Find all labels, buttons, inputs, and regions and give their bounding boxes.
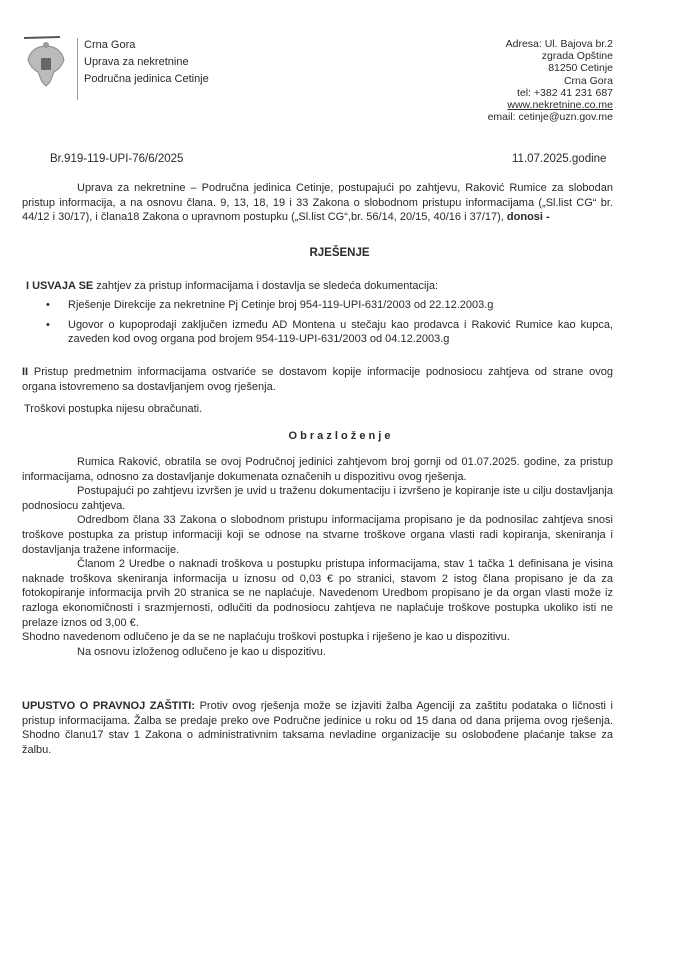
text-line: pristup informacijama. Žalba se predaje preko ove Područne jedinice u roku od 15 dana od dana prijema ovog rješenja. xyxy=(22,714,613,727)
text-line: Rješenje Direkcije za nekretnine Pj Cetinje broj 954-119-UPI-631/2003 od 22.12.2003.g xyxy=(68,299,494,311)
text-line: fotokopiranje informacija prvih 20 stranica se ne naplaćuje. Navedenom Uredbom propisano je da organ vlasti može iz xyxy=(22,587,613,600)
text-line: zaveden kod ovog organa pod brojem 954-119-UPI-631/2003 od 04.12.2003.g xyxy=(68,333,450,346)
bullet-icon: • xyxy=(46,299,50,311)
text-line: Odredbom člana 33 Zakona o slobodnom pristupu informacijama propisano je da podnosilac zahtjeva snosi xyxy=(77,514,613,527)
text-line: Uprava za nekretnine – Područna jedinica Cetinje, postupajući po zahtjevu, Raković Rumice za slobodan xyxy=(77,182,613,194)
text-line xyxy=(22,365,613,380)
bold-text: donosi - xyxy=(506,211,550,224)
country-name: Crna Gora xyxy=(84,39,136,51)
text-line: Ugovor o kupoprodaji zaključen između AD Montena u stečaju kao prodavca i Raković Rumice kao kupca, xyxy=(68,318,613,331)
text-line: žalbu. xyxy=(22,743,52,756)
bold-text: UPUSTVO O PRAVNOJ ZAŠTITI: xyxy=(22,700,196,712)
email: email: cetinje@uzn.gov.me xyxy=(487,111,613,124)
text-span: 44/12 i 30/17), i člana18 Zakona o upravnom postupku („Sl.list CG“,br. 56/14, 20/15, 40/16 i 37/17), xyxy=(22,211,504,224)
address-line: Adresa: Ul. Bajova br.2 xyxy=(505,38,613,50)
document-list xyxy=(46,298,613,347)
text-line: Shodno članu17 stav 1 Zakona o administrativnim taksama nevladine organizacije su oslobođene plaćanje takse za xyxy=(22,729,613,742)
text-line xyxy=(22,699,613,714)
website-link[interactable]: www.nekretnine.co.me xyxy=(507,99,613,112)
explanation-paragraph xyxy=(22,557,613,630)
point-one xyxy=(26,279,438,294)
explanation-paragraph xyxy=(22,645,613,660)
bullet-icon: • xyxy=(46,318,50,331)
unit-name: Područna jedinica Cetinje xyxy=(84,73,209,85)
header-divider xyxy=(77,38,78,100)
point-two xyxy=(22,365,613,394)
text-span: Pristup predmetnim informacijama ostvariće se dostavom kopije informacije podnosiocu zahtjeva od strane ovog xyxy=(28,366,613,378)
explanation-paragraph xyxy=(22,513,613,557)
document-date: 11.07.2025.godine xyxy=(512,153,607,165)
decision-title: RJEŠENJE xyxy=(309,247,370,259)
explanation-paragraph xyxy=(22,455,613,484)
reference-number: Br.919-119-UPI-76/6/2025 xyxy=(50,153,184,165)
list-item xyxy=(46,318,613,347)
address-line: Crna Gora xyxy=(563,74,613,87)
text-span: Protiv ovog rješenja može se izjaviti žalba Agenciji za zaštitu podataka o ličnosti i xyxy=(195,700,613,712)
institution-header xyxy=(84,37,209,88)
explanation-body xyxy=(22,455,613,659)
explanation-paragraph xyxy=(22,484,613,513)
intro-paragraph xyxy=(22,181,613,225)
address-line: zgrada Opštine xyxy=(541,50,613,63)
text-line xyxy=(22,210,613,225)
text-line: naknade troškova skeniranja informacija u iznosu od 0,03 € po stranici, stavom 2 istog člana propisano je da za xyxy=(22,572,613,585)
text-line: pristup informacija, a na osnovu člana. 9, 13, 18, 19 i 33 Zakona o slobodnom pristupu informacijama („Sl.list CG“ br. xyxy=(22,196,613,209)
bold-text: I USVAJA SE xyxy=(26,280,94,292)
address-line: 81250 Cetinje xyxy=(548,62,613,75)
list-item xyxy=(46,298,613,313)
text-line: organa istovremeno sa dostavljanjem ovog rješenja. xyxy=(22,380,276,393)
text-line: Rumica Raković, obratila se ovoj Područnoj jedinici zahtjevom broj gornji od 01.07.2025. godine, za pristup xyxy=(77,456,613,468)
text-line: Shodno navedenom odlučeno je da se ne naplaćuju troškovi postupka i riješeno je kao u dispozitivu. xyxy=(22,631,510,644)
text-line: Postupajući po zahtjevu izvršen je uvid u traženu dokumentaciju i izvršeno je kopiranje iste u cilju dostavljanja xyxy=(77,485,613,498)
text-line: troškove postupka za pristup informaciji koji se odnose na stvarne troškove organa vlasti radi kopiranja, skeniranja i xyxy=(22,528,613,541)
text-line: razloga ekonomičnosti i srazmjernosti, odlučiti da podnosiocu zahtjeva ne naplaćuje troškove postupka ukoliko isti ne xyxy=(22,601,613,614)
legal-remedy xyxy=(22,699,613,757)
phone: tel: +382 41 231 687 xyxy=(516,86,613,99)
text-line: Članom 2 Uredbe o naknadi troškova u postupku pristupa informacijama, stav 1 tačka 1 definisana je visina xyxy=(77,558,613,571)
text-line: Na osnovu izloženog odlučeno je kao u dispozitivu. xyxy=(77,645,326,658)
coat-of-arms-logo xyxy=(20,36,72,88)
text-line: prelaze iznos od 3,00 €. xyxy=(22,616,139,629)
explanation-paragraph xyxy=(22,630,613,645)
text-line: podnosiocu zahtjeva. xyxy=(22,499,126,512)
explanation-title: O b r a z l o ž e n j e xyxy=(288,430,391,442)
address-block xyxy=(488,38,613,123)
bold-text: II xyxy=(22,366,29,378)
costs-note: Troškovi postupka nijesu obračunati. xyxy=(24,403,203,415)
agency-name: Uprava za nekretnine xyxy=(84,56,189,68)
text-line: informacijama, odnosno za dostavljanje dokumenata označenih u dispozitivu ovog rješenja. xyxy=(22,470,467,483)
text-span: zahtjev za pristup informacijama i dostavlja se sledeća dokumentacija: xyxy=(93,280,439,292)
text-line: dostavljanja tražene informacije. xyxy=(22,543,180,556)
